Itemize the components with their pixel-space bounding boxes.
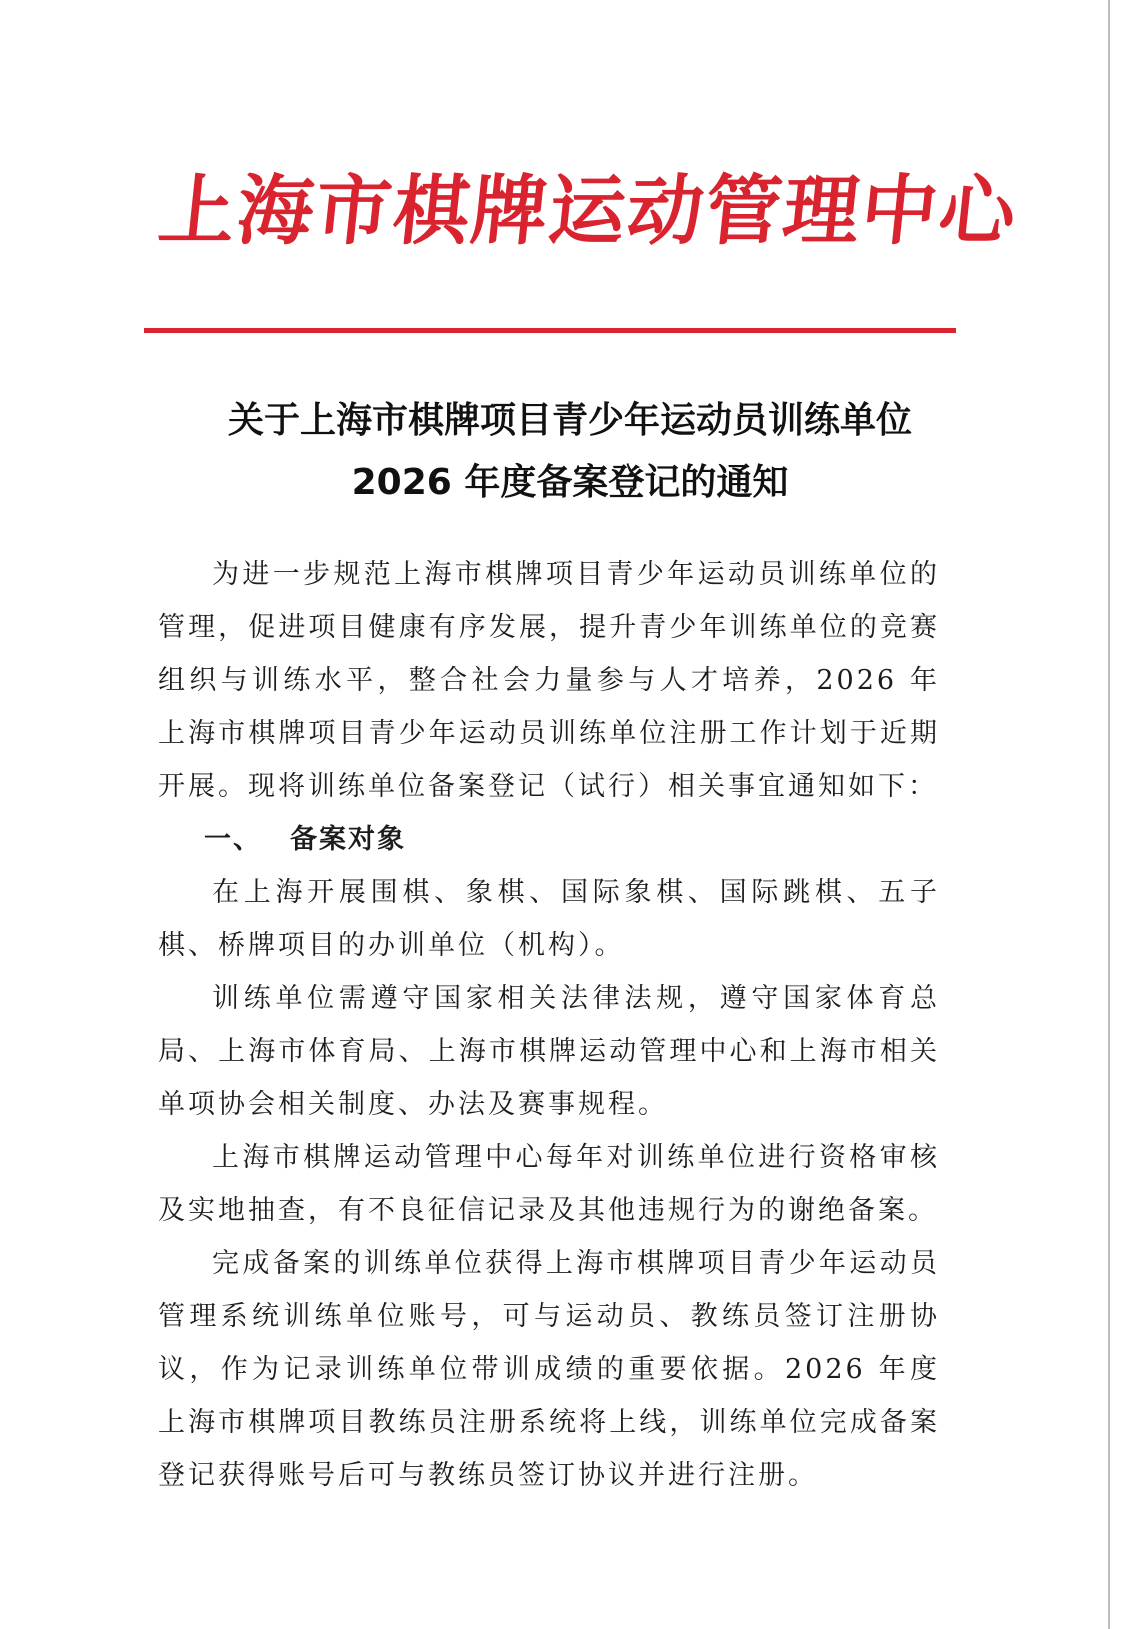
section-paragraph: 训练单位需遵守国家相关法律法规，遵守国家体育总局、上海市体育局、上海市棋牌运动管理中心和上海市相关单项协会相关制度、办法及赛事规程。 <box>158 983 940 1120</box>
notice-title-line1: 关于上海市棋牌项目青少年运动员训练单位 <box>227 400 912 441</box>
section-paragraph: 在上海开展围棋、象棋、国际象棋、国际跳棋、五子棋、桥牌项目的办训单位（机构）。 <box>158 877 940 961</box>
section-paragraph: 上海市棋牌运动管理中心每年对训练单位进行资格审核及实地抽查，有不良征信记录及其他违规行为的谢绝备案。 <box>158 1142 940 1226</box>
notice-body <box>158 548 940 1502</box>
notice-title <box>120 390 1020 514</box>
section-heading-text: 备案对象 <box>290 824 406 855</box>
intro-paragraph: 为进一步规范上海市棋牌项目青少年运动员训练单位的管理，促进项目健康有序发展，提升青少年训练单位的竞赛组织与训练水平，整合社会力量参与人才培养，2026 年上海市棋牌项目青少年运动员训练单位注册工作计划于近期开展。现将训练单位备案登记（试行）相关事宜通知如下： <box>158 559 940 802</box>
section-paragraph: 完成备案的训练单位获得上海市棋牌项目青少年运动员管理系统训练单位账号，可与运动员、教练员签订注册协议，作为记录训练单位带训成绩的重要依据。2026 年度上海市棋牌项目教练员注册系统将上线，训练单位完成备案登记获得账号后可与教练员签订协议并进行注册。 <box>158 1248 940 1491</box>
scan-edge-divider <box>1108 0 1110 1629</box>
section-number: 一、 <box>204 824 262 855</box>
letterhead-red-rule <box>144 328 956 333</box>
letterhead-org-name: 上海市棋牌运动管理中心 <box>154 166 1023 255</box>
notice-title-line2: 2026 年度备案登记的通知 <box>351 462 789 503</box>
section-heading <box>158 813 940 866</box>
